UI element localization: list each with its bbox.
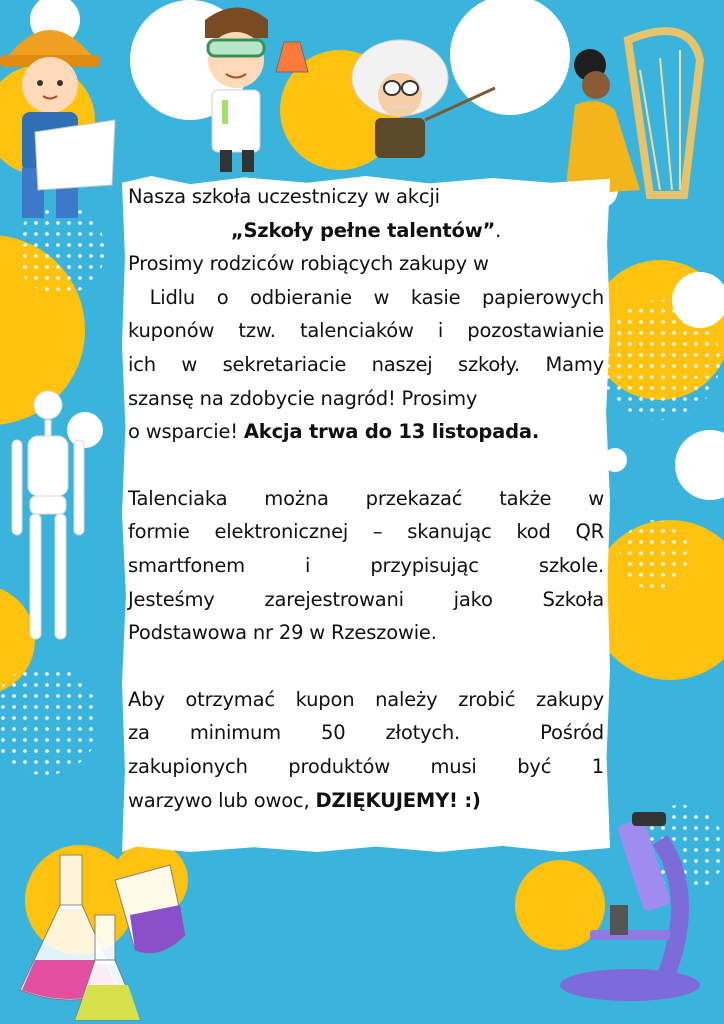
notice-line: Talenciaka można przekazać także w xyxy=(128,486,604,510)
support-text: o wsparcie! xyxy=(128,420,244,444)
notice-text xyxy=(128,180,604,817)
dotted-patch xyxy=(0,665,100,775)
notice-line: Aby otrzymać kupon należy zrobić zakupy xyxy=(128,687,604,711)
fruit-requirement: warzywo lub owoc, xyxy=(128,788,316,812)
notice-line: Podstawowa nr 29 w Rzeszowie. xyxy=(128,621,437,645)
white-blob xyxy=(675,430,724,500)
notice-line: formie elektronicznej – skanując kod QR xyxy=(128,520,604,544)
notice-line: zakupionych produktów musi być 1 xyxy=(128,754,604,778)
white-blob xyxy=(450,0,570,115)
dotted-patch xyxy=(600,300,720,420)
campaign-suffix: . xyxy=(495,218,502,242)
harpist-illustration xyxy=(565,31,700,195)
notice-line xyxy=(128,415,604,449)
notice-line: smartfonem i przypisując szkole. xyxy=(128,553,604,577)
dotted-patch xyxy=(620,520,690,590)
campaign-name: „Szkoły pełne talentów” xyxy=(230,218,496,242)
notice-line xyxy=(128,784,604,818)
notice-line: Jesteśmy zarejestrowani jako Szkoła xyxy=(128,587,604,611)
white-blob xyxy=(67,412,103,448)
campaign-line xyxy=(128,214,604,248)
deadline-text: Akcja trwa do 13 listopada. xyxy=(243,420,540,444)
notice-line: Prosimy rodziców robiących zakupy w xyxy=(128,252,489,276)
notice-line: za minimum 50 złotych. Pośród xyxy=(128,721,604,745)
notice-line: ich w sekretariacie naszej szkoły. Mamy xyxy=(128,352,604,376)
notice-line: Lidlu o odbieranie w kasie papierowych xyxy=(128,285,604,309)
thanks-text: DZIĘKUJEMY! :) xyxy=(315,788,481,812)
dotted-patch xyxy=(15,205,105,295)
notice-line: szansę na zdobycie nagród! Prosimy xyxy=(128,386,478,410)
notice-line: Nasza szkoła uczestniczy w akcji xyxy=(128,185,440,208)
notice-line: kuponów tzw. talenciaków i pozostawianie xyxy=(128,319,604,343)
